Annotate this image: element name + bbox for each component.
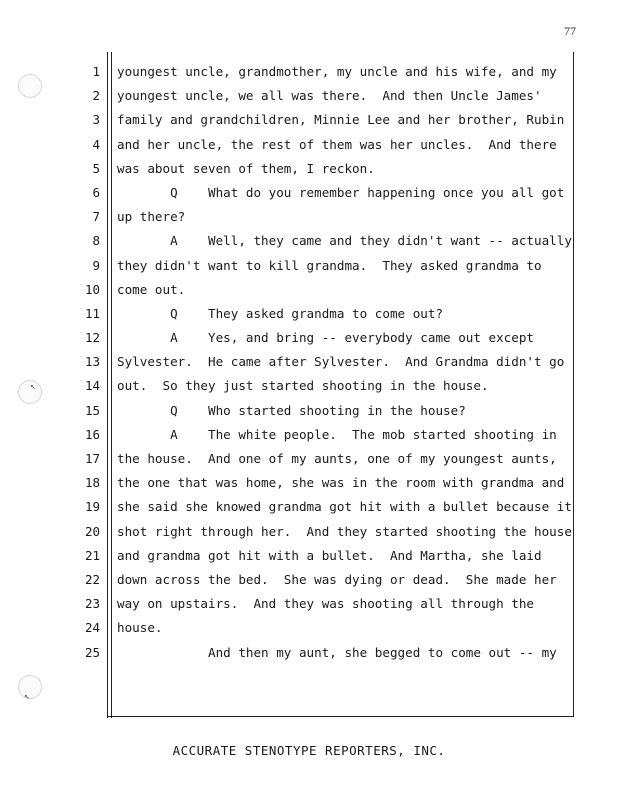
line-number: 16 — [84, 426, 100, 442]
transcript-line: the one that was home, she was in the room with grandma and — [117, 475, 565, 491]
page-number: 77 — [564, 24, 576, 38]
transcript-line: youngest uncle, we all was there. And then Uncle James' — [117, 88, 542, 104]
line-number: 2 — [92, 88, 100, 104]
transcript-line: youngest uncle, grandmother, my uncle and his wife, and my — [117, 64, 557, 79]
transcript-line: and grandma got hit with a bullet. And Martha, she laid — [117, 547, 542, 563]
line-number: 21 — [84, 547, 100, 563]
transcript-line: and her uncle, the rest of them was her uncles. And there — [117, 136, 557, 152]
line-number: 15 — [84, 402, 100, 418]
transcript-line: the house. And one of my aunts, one of my youngest aunts, — [117, 451, 557, 466]
transcript-line: Q What do you remember happening once you all got — [117, 184, 565, 200]
transcript-line: A Well, they came and they didn't want -- actually — [117, 233, 572, 249]
transcript-line: up there? — [117, 209, 186, 225]
punch-hole-bottom — [18, 675, 42, 699]
transcript-line: A The white people. The mob started shooting in — [117, 426, 557, 442]
line-number: 7 — [92, 209, 100, 225]
line-number: 23 — [84, 596, 100, 612]
line-number: 3 — [92, 112, 100, 128]
line-number: 5 — [92, 160, 100, 176]
margin-rule-inner — [111, 52, 112, 718]
line-number: 17 — [84, 451, 100, 466]
transcript-line: Q They asked grandma to come out? — [117, 305, 444, 321]
stray-mark: ↖ — [24, 692, 30, 702]
transcript-line: down across the bed. She was dying or dead. She made her — [117, 571, 557, 587]
transcript-line: was about seven of them, I reckon. — [117, 160, 375, 176]
transcript-line: family and grandchildren, Minnie Lee and her brother, Rubin — [117, 112, 565, 128]
transcript-line: she said she knowed grandma got hit with a bullet because it — [117, 499, 572, 515]
line-number: 13 — [84, 354, 100, 370]
margin-rule-outer — [107, 52, 108, 718]
transcript-line: Q Who started shooting in the house? — [117, 402, 466, 418]
line-number: 8 — [92, 233, 100, 249]
line-number: 9 — [92, 257, 100, 273]
transcript-line: out. So they just started shooting in the house. — [117, 378, 489, 394]
line-numbers — [70, 60, 100, 665]
line-number: 1 — [92, 64, 100, 79]
line-number: 4 — [92, 136, 100, 152]
transcript-line: they didn't want to kill grandma. They asked grandma to — [117, 257, 542, 273]
transcript-line: A Yes, and bring -- everybody came out except — [117, 330, 535, 346]
line-number: 20 — [84, 523, 100, 539]
line-number: 22 — [84, 571, 100, 587]
transcript-line: come out. — [117, 281, 186, 297]
punch-hole-top — [18, 74, 42, 98]
line-number: 6 — [92, 184, 100, 200]
line-number: 25 — [84, 644, 100, 660]
transcript-body — [117, 60, 572, 665]
stray-mark: ↖ — [30, 382, 36, 392]
line-number: 24 — [84, 620, 100, 636]
transcript-line: way on upstairs. And they was shooting all through the — [117, 596, 535, 612]
line-number: 10 — [84, 281, 100, 297]
transcript-line: house. — [117, 620, 163, 636]
footer-reporter-name: ACCURATE STENOTYPE REPORTERS, INC. — [172, 743, 446, 758]
line-number: 18 — [84, 475, 100, 491]
transcript-line: shot right through her. And they started shooting the house — [117, 523, 572, 539]
line-number: 19 — [84, 499, 100, 515]
transcript-line: And then my aunt, she begged to come out -- my — [117, 644, 557, 660]
line-number: 14 — [84, 378, 100, 394]
transcript-line: Sylvester. He came after Sylvester. And Grandma didn't go — [117, 354, 565, 370]
line-number: 11 — [84, 305, 100, 321]
line-number: 12 — [84, 330, 100, 346]
